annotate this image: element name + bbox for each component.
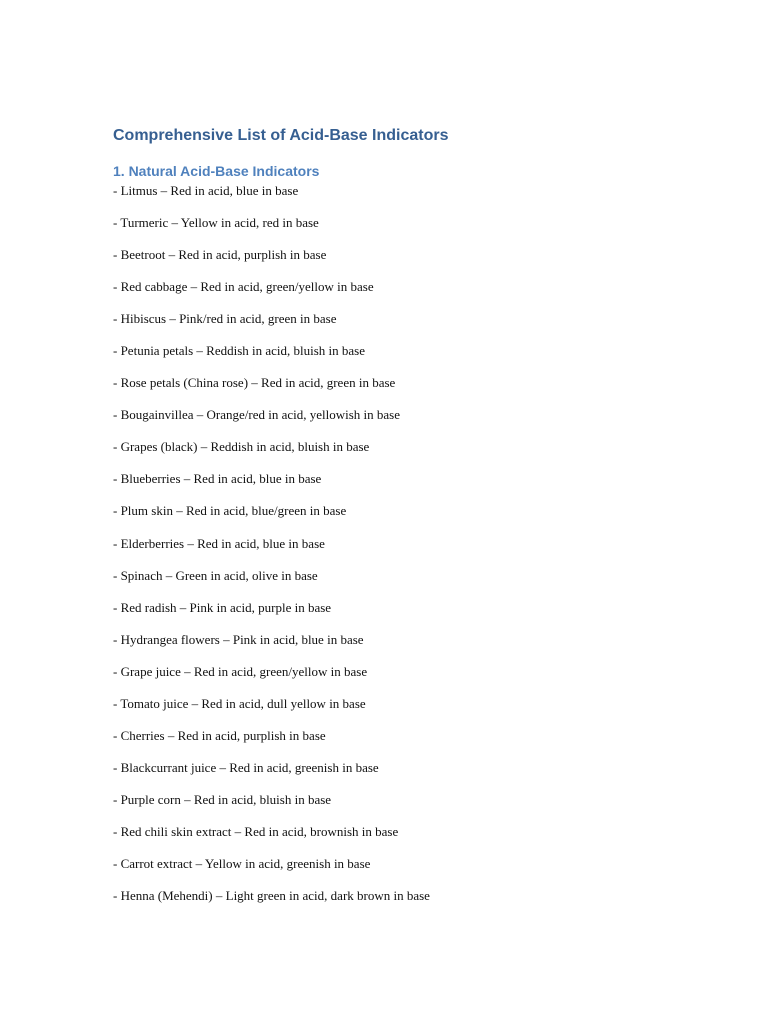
section-heading: 1. Natural Acid-Base Indicators	[113, 163, 320, 179]
list-item: - Spinach – Green in acid, olive in base	[113, 567, 318, 583]
list-item: - Plum skin – Red in acid, blue/green in base	[113, 503, 347, 519]
list-item: - Rose petals (China rose) – Red in acid, green in base	[113, 375, 396, 391]
list-item: - Henna (Mehendi) – Light green in acid, dark brown in base	[113, 888, 430, 904]
list-item: - Hydrangea flowers – Pink in acid, blue in base	[113, 631, 364, 647]
list-item: - Cherries – Red in acid, purplish in base	[113, 727, 326, 743]
list-item: - Bougainvillea – Orange/red in acid, yellowish in base	[113, 407, 401, 423]
list-item: - Blueberries – Red in acid, blue in base	[113, 471, 322, 487]
list-item: - Tomato juice – Red in acid, dull yellow in base	[113, 695, 366, 711]
list-item: - Litmus – Red in acid, blue in base	[113, 183, 299, 198]
list-item: - Red cabbage – Red in acid, green/yellow in base	[113, 279, 374, 295]
list-item: - Hibiscus – Pink/red in acid, green in base	[113, 311, 337, 327]
list-item: - Petunia petals – Reddish in acid, bluish in base	[113, 343, 366, 359]
list-item: - Red chili skin extract – Red in acid, brownish in base	[113, 823, 399, 839]
list-item: - Turmeric – Yellow in acid, red in base	[113, 215, 319, 231]
list-item: - Grape juice – Red in acid, green/yellow in base	[113, 663, 368, 679]
list-item: - Elderberries – Red in acid, blue in base	[113, 535, 325, 551]
document-title: Comprehensive List of Acid-Base Indicators	[113, 127, 449, 144]
list-item: - Purple corn – Red in acid, bluish in base	[113, 791, 332, 807]
indicator-list	[113, 183, 713, 920]
list-item: - Carrot extract – Yellow in acid, greenish in base	[113, 855, 371, 871]
list-item: - Red radish – Pink in acid, purple in base	[113, 599, 332, 615]
document-page	[113, 124, 713, 920]
list-item: - Beetroot – Red in acid, purplish in base	[113, 247, 327, 263]
list-item: - Grapes (black) – Reddish in acid, bluish in base	[113, 439, 370, 455]
list-item: - Blackcurrant juice – Red in acid, greenish in base	[113, 759, 379, 775]
